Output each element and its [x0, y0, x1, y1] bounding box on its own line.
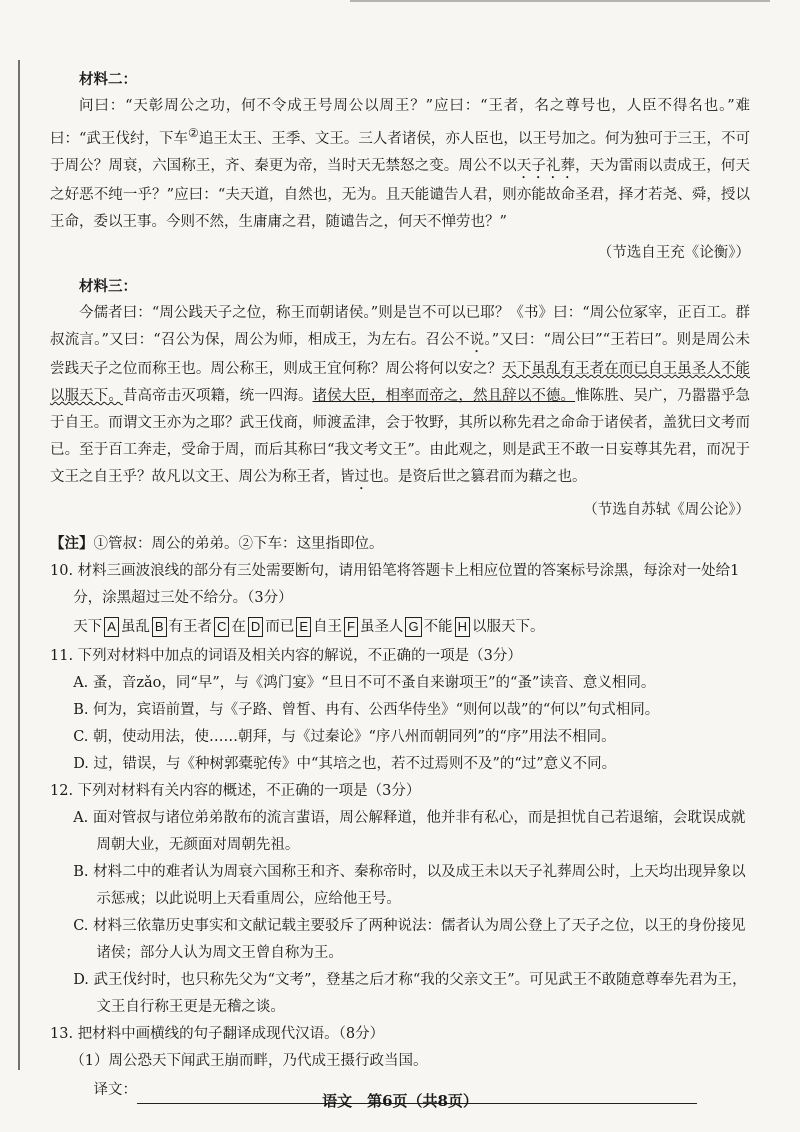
- q10-box-g[interactable]: G: [405, 617, 421, 637]
- material3-source: （节选自苏轼《周公论》）: [583, 501, 750, 518]
- material3-dotted-word-1: 说: [469, 331, 485, 348]
- material2-p1: 问曰：“天彰周公之功，何不令成王号周公以周王？”应曰：“王者，名之尊号也，人臣不得名也。”难曰：“武王伐纣，下车: [50, 98, 750, 147]
- q10-box-b[interactable]: B: [152, 617, 167, 637]
- q10-box-a[interactable]: A: [104, 617, 119, 637]
- material3-underlined-sentence: 诸侯大臣，相率而帝之，然且辞以不德。: [312, 387, 576, 404]
- material3-p7: 也。是资后世之篡君而为藉之也。: [369, 468, 587, 485]
- q10-box-d[interactable]: D: [248, 617, 263, 637]
- q11-option-a: A. 蚤，音zǎo，同“早”，与《鸿门宴》“旦日不可不蚤自来谢项王”的“蚤”读音、意义相同。: [73, 674, 656, 691]
- q10-seg: 虽圣人: [359, 618, 404, 635]
- question-13: 13. 把材料中画横线的句子翻译成现代汉语。（8分）: [50, 1025, 385, 1042]
- material3-p6: 惟陈胜、吴广，乃嚣嚣乎急于自王。而谓文王亦为之耶？武王伐商，师渡孟津，会于牧野，其所以称先君之命命于诸侯者，盖犹曰文考而已。至于百工奔走，受命于周，而后其称曰“我文考文王”。由此观之，则是武王不敢一日妄尊其先君，而况于文王之自王乎？故凡以文王、周公为称王者，皆: [50, 387, 751, 485]
- material3-p4: 昔高帝击灭项籍，统一四海。: [122, 387, 313, 404]
- material2-p4: ，天为雷雨以责成王，何天之好恶不纯一乎？”应曰：“夫天道，自然也，无为。且天能谴告人君，则亦能故命圣君，择才若尧、舜，授以王命，委以王事。今则不然，生庸庸之君，随谴告之，何天不惮劳也？”: [50, 157, 751, 230]
- q10-seg: 以服天下。: [471, 618, 545, 635]
- q10-seg: 有王者: [168, 618, 213, 635]
- material2-dotted-phrase: 天子礼葬: [516, 157, 576, 174]
- notes: [50, 530, 750, 558]
- note-mark-2: ②: [187, 126, 199, 140]
- q12-option-b: B. 材料二中的难者认为周衰六国称王和齐、秦称帝时，以及成王未以天子礼葬周公时，上天均出现异象以示惩戒；以此说明上天看重周公，应给他王号。: [73, 863, 746, 907]
- q11-option-d: D. 过，错误，与《种树郭橐驼传》中“其培之也，若不过焉则不及”的“过”意义不同。: [73, 755, 617, 772]
- q10-seg: 而已: [265, 618, 295, 635]
- q10-break-line: [73, 614, 750, 641]
- q10-box-e[interactable]: E: [296, 617, 311, 637]
- material2-p2: 追王太王、王季、文王。三人者诸侯，亦人臣也，以王号加之。何为独可于三王，不可于周公？周衰，六国称王，齐、秦更为帝，当时天无禁怒之变。周公不以: [50, 130, 751, 174]
- question-11: 11. 下列对材料中加点的词语及相关内容的解说，不正确的一项是（3分）: [50, 647, 522, 664]
- material2-text: [50, 93, 750, 236]
- q11-option-b: B. 何为，宾语前置，与《子路、曾皙、冉有、公西华侍坐》“则何以哉”的“何以”句式相同。: [73, 701, 660, 718]
- q10-seg: 天下: [73, 618, 103, 635]
- material3-heading: 材料三：: [79, 277, 137, 295]
- q12-option-a: A. 面对管叔与诸位弟弟散布的流言蜚语，周公解释道，他并非有私心，而是担忧自己若退缩，会耽误成就周朝大业，无颜面对周朝先祖。: [73, 809, 746, 853]
- q10-seg: 在: [231, 618, 246, 635]
- q12-option-c: C. 材料三依靠历史事实和文献记载主要驳斥了两种说法：儒者认为周公登上了天子之位，以王的身份接见诸侯；部分人认为周文王曾自称为王。: [73, 917, 746, 961]
- material2-heading: 材料二：: [79, 71, 137, 88]
- q10-seg: 不能: [423, 618, 453, 635]
- q10-box-f[interactable]: F: [344, 617, 358, 637]
- q10-seg: 虽乱: [120, 618, 150, 635]
- material2-source: （节选自王充《论衡》）: [597, 244, 750, 261]
- q13-sub-1: （1）周公恐天下闻武王崩而畔，乃代成王摄行政当国。: [70, 1052, 428, 1069]
- q12-option-d: D. 武王伐纣时，也只称先父为“文考”，登基之后才称“我的父亲文王”。可见武王不敢随意尊奉先君为王，文王自行称王更是无稽之谈。: [73, 971, 747, 1015]
- page-content: [50, 66, 750, 1104]
- top-rule: [350, 0, 770, 2]
- page-footer: 语文 第6页（共8页）: [322, 1092, 478, 1110]
- q10-box-h[interactable]: H: [455, 617, 470, 637]
- q10-seg: 自王: [312, 618, 342, 635]
- question-12: 12. 下列对材料有关内容的概述，不正确的一项是（3分）: [50, 782, 421, 799]
- material3-p1: 今儒者曰：“周公践天子之位，称王而朝诸侯。”则是岂不可以已耶？《书》曰：“周公位冢宰，正百工。群叔流言。”又曰：“召公为保，周公为师，相成王，为左右。召公不: [50, 304, 750, 348]
- material3-dotted-word-2: 过: [354, 468, 369, 485]
- material3-text: [50, 300, 750, 493]
- q13-answer-label: 译文：: [93, 1081, 137, 1098]
- q11-option-c: C. 朝，使动用法，使……朝拜，与《过秦论》“序八州而朝同列”的“序”用法不相同。: [73, 728, 616, 745]
- material3-wavy-sentence: 天下虽乱有王者在而已自王虽圣人不能以服天下。: [50, 360, 751, 404]
- question-10: 10. 材料三画波浪线的部分有三处需要断句，请用铅笔将答题卡上相应位置的答案标号涂黑，每涂对一处给1分，涂黑超过三处不给分。（3分）: [50, 562, 740, 606]
- q10-box-c[interactable]: C: [214, 617, 229, 637]
- notes-label: 【注】: [50, 534, 94, 552]
- margin-rule: [18, 60, 20, 1070]
- notes-text: ①管叔：周公的弟弟。②下车：这里指即位。: [93, 535, 384, 552]
- material3-p2: 。”又曰：“周公曰”“王若曰”。则是周公未尝践天子之位而称王也。周公称王，则成王宜何称？周公将何以安之？: [50, 331, 750, 377]
